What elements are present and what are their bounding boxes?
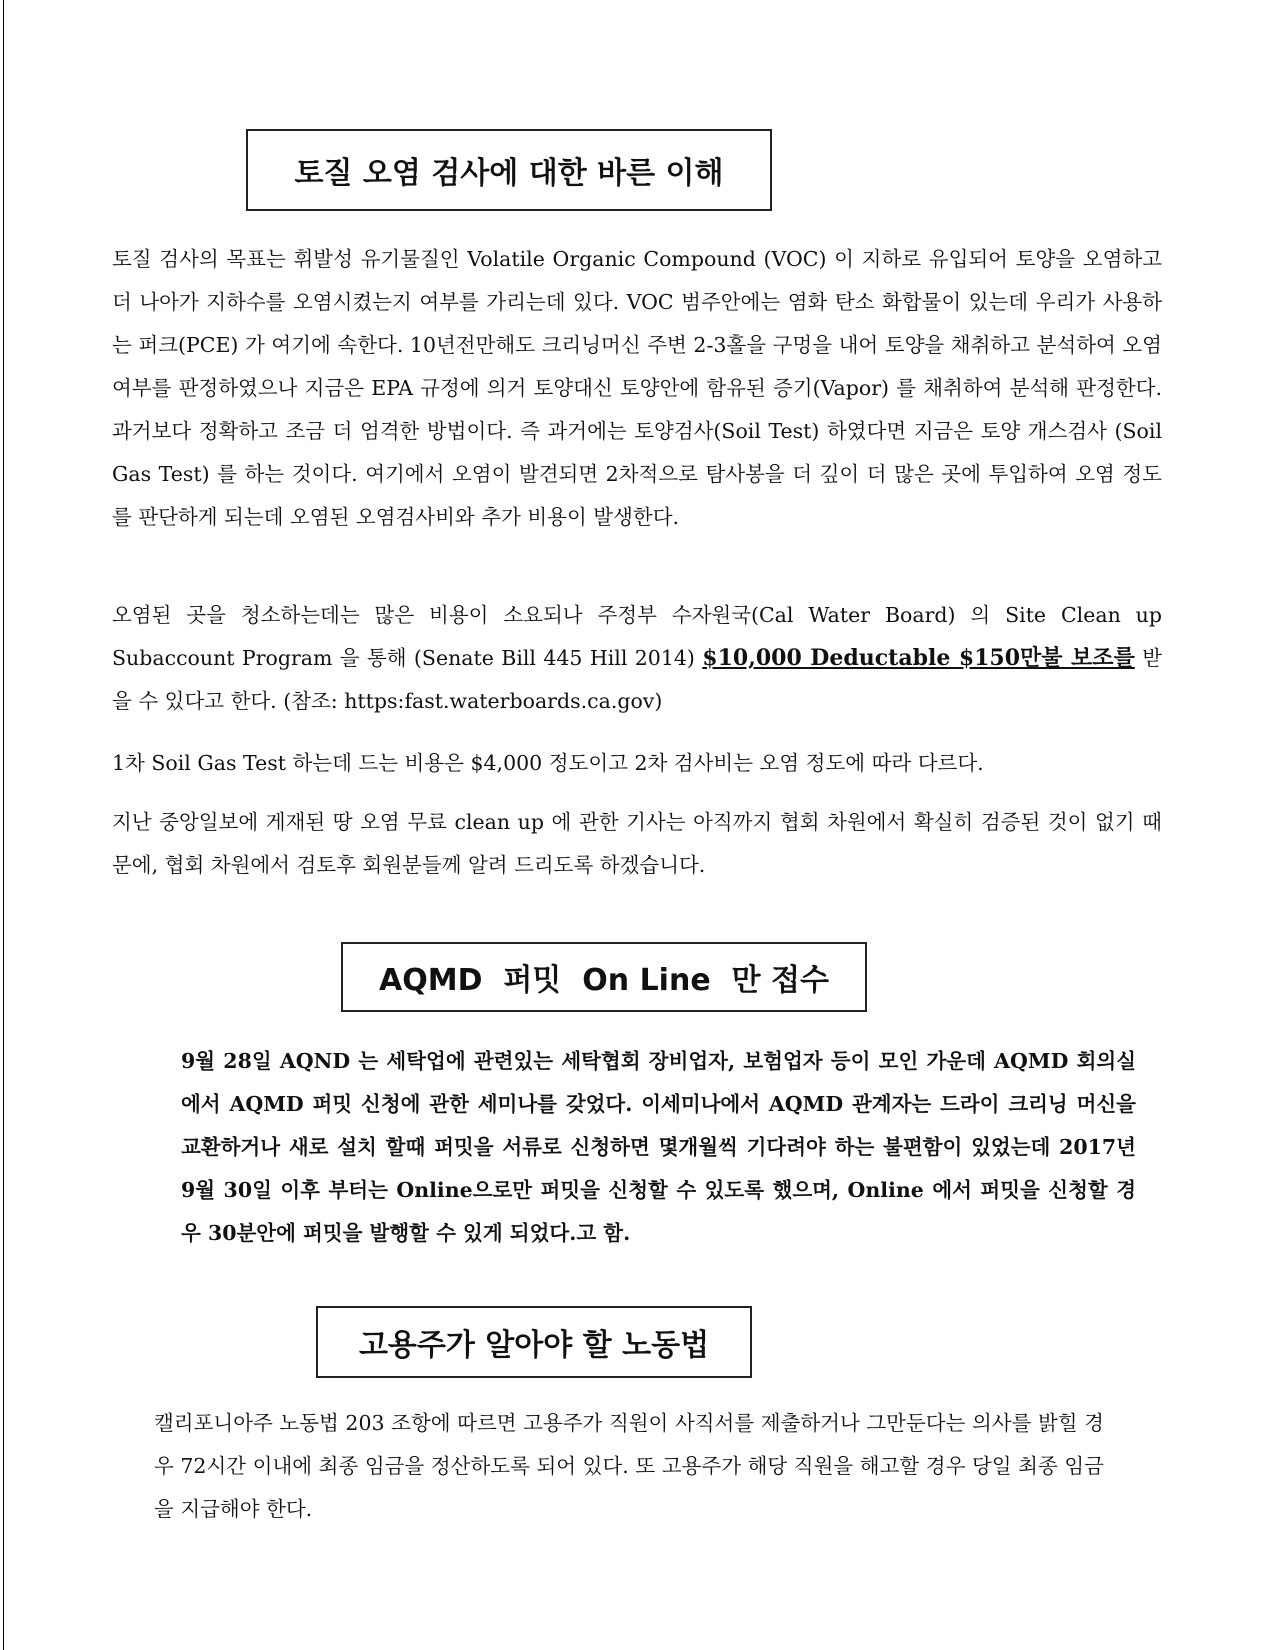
section-title-soil-contamination: 토질 오염 검사에 대한 바른 이해	[246, 129, 772, 211]
soil-test-paragraph: 토질 검사의 목표는 휘발성 유기물질인 Volatile Organic Compound (VOC) 이 지하로 유입되어 토양을 오염하고 더 나아가 지하수를 오염시켰는지 여부를 가리는데 있다. VOC 범주안에는 염화 탄소 화합물이 있는데 우리가 사용하는 퍼크(PCE) 가 여기에 속한다. 10년전만해도 크리닝머신 주변 2-3홀을 구멍을 내어 토양을 채취하고 분석하여 오염여부를 판정하였으나 지금은 EPA 규정에 의거 토양대신 토양안에 함유된 증기(Vapor) 를 채취하여 분석해 판정한다. 과거보다 정확하고 조금 더 엄격한 방법이다. 즉 과거에는 토양검사(Soil Test) 하였다면 지금은 토양 개스검사 (Soil Gas Test) 를 하는 것이다. 여기에서 오염이 발견되면 2차적으로 탐사봉을 더 깊이 더 많은 곳에 투입하여 오염 정도를 판단하게 되는데 오염된 오염검사비와 추가 비용이 발생한다.	[112, 247, 1162, 529]
cleanup-subsidy-text-start: 오염된 곳을 청소하는데는 많은 비용이 소요되나 주정부 수자원국(Cal Water Board) 의 Site Clean up Subaccount Program 을 통해 (Senate Bill 445 Hill 2014)	[112, 603, 1162, 670]
soil-gas-cost-paragraph: 1차 Soil Gas Test 하는데 드는 비용은 $4,000 정도이고 2차 검사비는 오염 정도에 따라 다르다.	[112, 751, 984, 775]
aqmd-seminar-paragraph: 9월 28일 AQND 는 세탁업에 관련있는 세탁협회 장비업자, 보험업자 등이 모인 가운데 AQMD 회의실에서 AQMD 퍼밋 신청에 관한 세미나를 갖었다. 이세미나에서 AQMD 관계자는 드라이 크리닝 머신을 교환하거나 새로 설치 할때 퍼밋을 서류로 신청하면 몇개월씩 기다려야 하는 불편함이 있었는데 2017년 9월 30일 이후 부터는 Online으로만 퍼밋을 신청할 수 있도록 했으며, Online 에서 퍼밋을 신청할 경우 30분안에 퍼밋을 발행할 수 있게 되었다.고 함.	[181, 1049, 1136, 1245]
subsidy-highlight: $10,000 Deductable $150만불 보조를	[702, 645, 1135, 671]
labor-law-paragraph: 캘리포니아주 노동법 203 조항에 따르면 고용주가 직원이 사직서를 제출하거나 그만둔다는 의사를 밝힐 경우 72시간 이내에 최종 임금을 정산하도록 되어 있다. 또 고용주가 해당 직원을 해고할 경우 당일 최종 임금을 지급해야 한다.	[154, 1411, 1104, 1521]
section-title-aqmd-permit: AQMD 퍼밋 On Line 만 접수	[341, 942, 867, 1012]
newspaper-notice-paragraph: 지난 중앙일보에 게재된 땅 오염 무료 clean up 에 관한 기사는 아직까지 협회 차원에서 확실히 검증된 것이 없기 때문에, 협회 차원에서 검토후 회원분들께 알려 드리도록 하겠습니다.	[112, 810, 1162, 877]
cleanup-subsidy-text-end: 받을 수 있다고 한다. (참조: https:fast.waterboards.ca.gov)	[112, 646, 1162, 713]
section-title-labor-law: 고용주가 알아야 할 노동법	[316, 1306, 752, 1378]
cleanup-subsidy-paragraph	[112, 594, 1162, 723]
page-left-border	[3, 0, 4, 1650]
